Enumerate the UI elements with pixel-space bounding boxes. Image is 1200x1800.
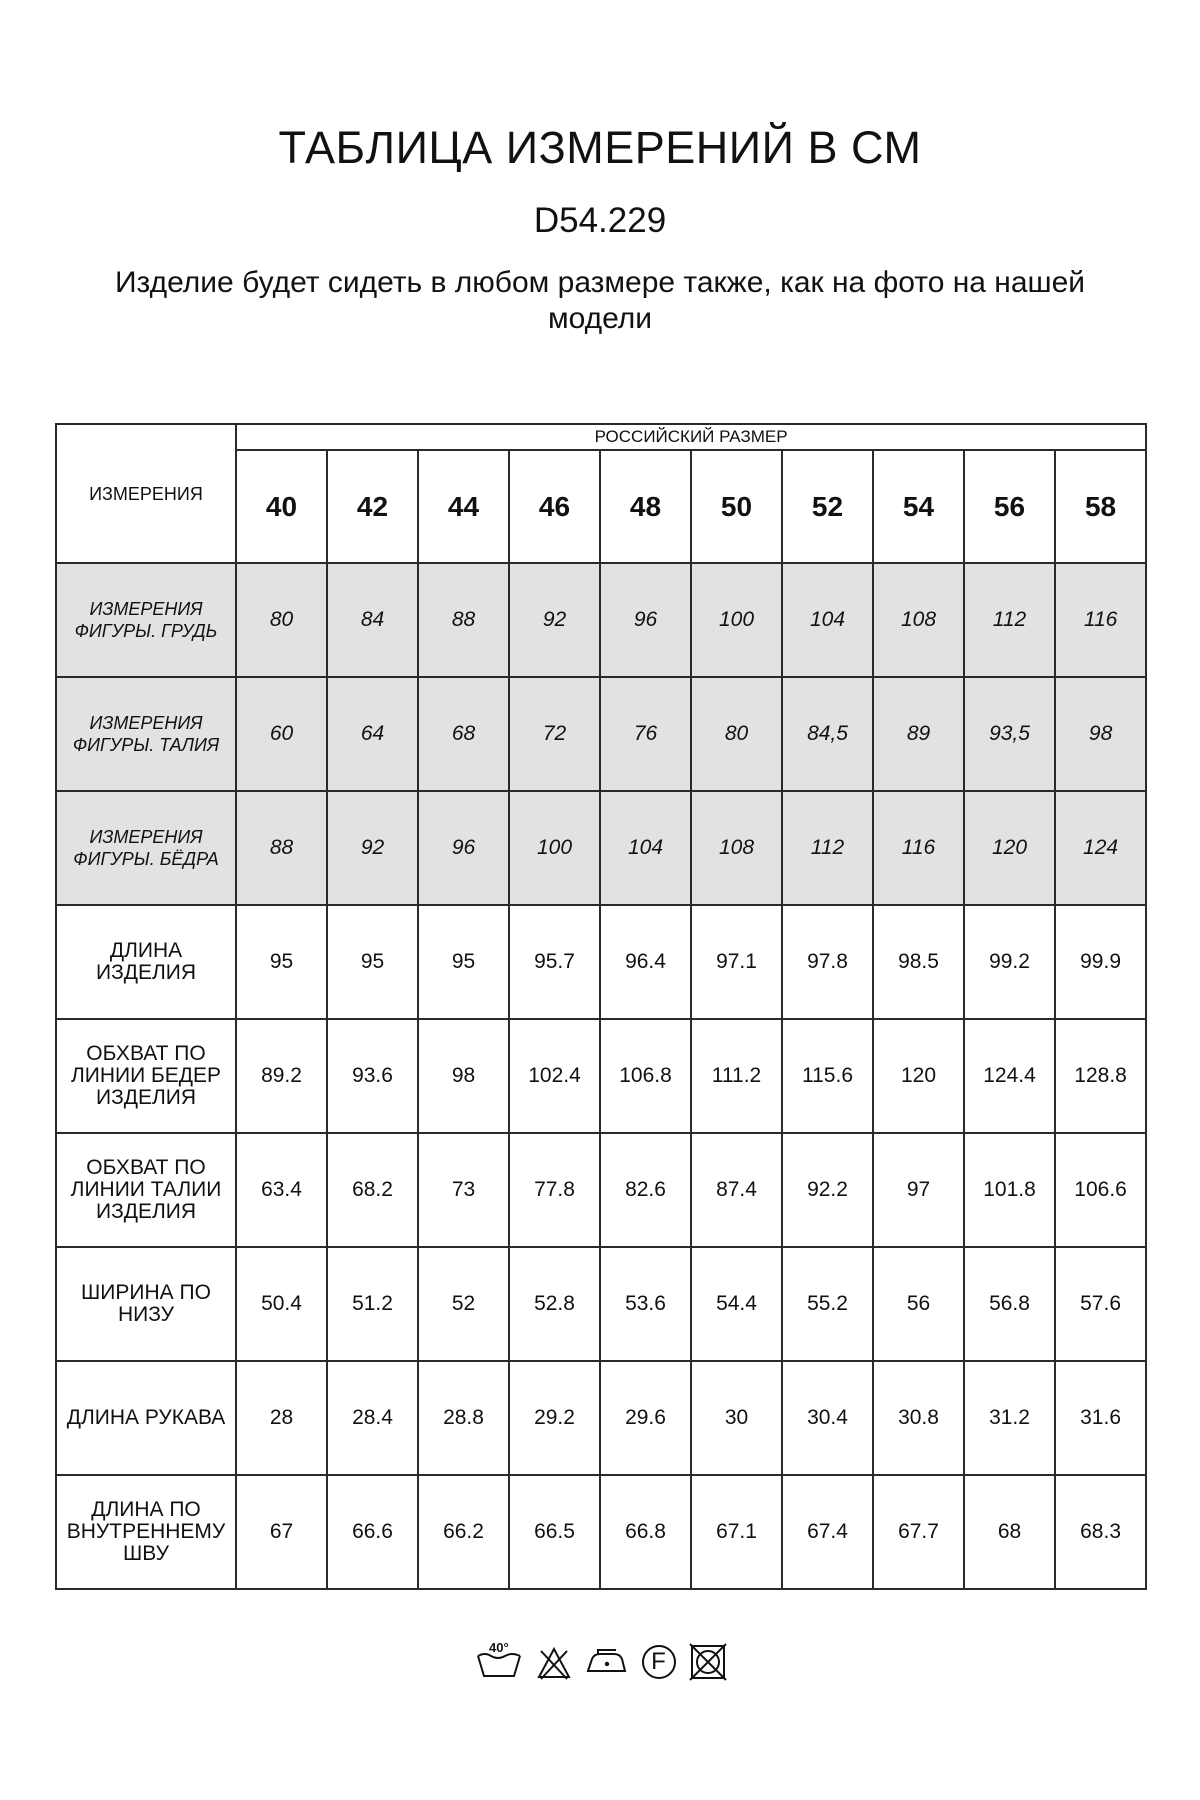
value-cell: 95 [418, 905, 509, 1019]
size-header-52: 52 [782, 450, 873, 563]
wash-40-icon [475, 1642, 523, 1682]
row-label: ШИРИНА ПО НИЗУ [56, 1247, 236, 1361]
size-header-54: 54 [873, 450, 964, 563]
value-cell: 128.8 [1055, 1019, 1146, 1133]
value-cell: 52.8 [509, 1247, 600, 1361]
value-cell: 102.4 [509, 1019, 600, 1133]
value-cell: 63.4 [236, 1133, 327, 1247]
value-cell: 67 [236, 1475, 327, 1589]
value-cell: 68 [418, 677, 509, 791]
size-header-50: 50 [691, 450, 782, 563]
value-cell: 112 [782, 791, 873, 905]
table-row [56, 677, 1146, 791]
value-cell: 101.8 [964, 1133, 1055, 1247]
row-label: ДЛИНА ИЗДЕЛИЯ [56, 905, 236, 1019]
value-cell: 104 [782, 563, 873, 677]
value-cell: 66.8 [600, 1475, 691, 1589]
value-cell: 97.1 [691, 905, 782, 1019]
value-cell: 111.2 [691, 1019, 782, 1133]
value-cell: 99.2 [964, 905, 1055, 1019]
value-cell: 95 [327, 905, 418, 1019]
size-header-48: 48 [600, 450, 691, 563]
value-cell: 29.6 [600, 1361, 691, 1475]
value-cell: 55.2 [782, 1247, 873, 1361]
value-cell: 104 [600, 791, 691, 905]
value-cell: 82.6 [600, 1133, 691, 1247]
value-cell: 76 [600, 677, 691, 791]
corner-label: ИЗМЕРЕНИЯ [56, 424, 236, 563]
value-cell: 66.2 [418, 1475, 509, 1589]
value-cell: 120 [964, 791, 1055, 905]
value-cell: 95.7 [509, 905, 600, 1019]
care-symbols [475, 1638, 727, 1686]
table-body [56, 563, 1146, 1589]
value-cell: 68.2 [327, 1133, 418, 1247]
table-row [56, 563, 1146, 677]
value-cell: 92 [509, 563, 600, 677]
table-row [56, 1133, 1146, 1247]
value-cell: 67.1 [691, 1475, 782, 1589]
value-cell: 112 [964, 563, 1055, 677]
table-row [56, 1247, 1146, 1361]
value-cell: 68.3 [1055, 1475, 1146, 1589]
value-cell: 60 [236, 677, 327, 791]
iron-low-icon [584, 1647, 628, 1677]
row-label: ОБХВАТ ПО ЛИНИИ БЕДЕР ИЗДЕЛИЯ [56, 1019, 236, 1133]
value-cell: 56.8 [964, 1247, 1055, 1361]
value-cell: 87.4 [691, 1133, 782, 1247]
value-cell: 96.4 [600, 905, 691, 1019]
value-cell: 31.2 [964, 1361, 1055, 1475]
value-cell: 28 [236, 1361, 327, 1475]
value-cell: 106.8 [600, 1019, 691, 1133]
table-row [56, 905, 1146, 1019]
value-cell: 96 [418, 791, 509, 905]
table-row [56, 1475, 1146, 1589]
value-cell: 99.9 [1055, 905, 1146, 1019]
value-cell: 53.6 [600, 1247, 691, 1361]
value-cell: 106.6 [1055, 1133, 1146, 1247]
page-title: ТАБЛИЦА ИЗМЕРЕНИЙ В СМ [278, 122, 922, 173]
value-cell: 80 [236, 563, 327, 677]
value-cell: 67.4 [782, 1475, 873, 1589]
value-cell: 93,5 [964, 677, 1055, 791]
value-cell: 108 [873, 563, 964, 677]
fit-note: Изделие будет сидеть в любом размере также, как на фото на нашей модели [114, 266, 1086, 335]
dry-clean-f-icon [641, 1644, 677, 1680]
value-cell: 30 [691, 1361, 782, 1475]
value-cell: 28.4 [327, 1361, 418, 1475]
value-cell: 52 [418, 1247, 509, 1361]
value-cell: 124 [1055, 791, 1146, 905]
row-label: ИЗМЕРЕНИЯ ФИГУРЫ. ТАЛИЯ [56, 677, 236, 791]
size-header-42: 42 [327, 450, 418, 563]
value-cell: 88 [418, 563, 509, 677]
value-cell: 116 [1055, 563, 1146, 677]
size-table [55, 423, 1147, 1590]
row-label: ДЛИНА ПО ВНУТРЕННЕМУ ШВУ [56, 1475, 236, 1589]
value-cell: 124.4 [964, 1019, 1055, 1133]
value-cell: 30.4 [782, 1361, 873, 1475]
value-cell: 97 [873, 1133, 964, 1247]
value-cell: 89 [873, 677, 964, 791]
value-cell: 73 [418, 1133, 509, 1247]
table-row [56, 1361, 1146, 1475]
value-cell: 108 [691, 791, 782, 905]
value-cell: 66.5 [509, 1475, 600, 1589]
row-label: ИЗМЕРЕНИЯ ФИГУРЫ. БЁДРА [56, 791, 236, 905]
value-cell: 29.2 [509, 1361, 600, 1475]
value-cell: 84,5 [782, 677, 873, 791]
value-cell: 30.8 [873, 1361, 964, 1475]
table-row [56, 1019, 1146, 1133]
value-cell: 92 [327, 791, 418, 905]
size-header-58: 58 [1055, 450, 1146, 563]
value-cell: 51.2 [327, 1247, 418, 1361]
row-label: ИЗМЕРЕНИЯ ФИГУРЫ. ГРУДЬ [56, 563, 236, 677]
no-bleach-icon [536, 1643, 572, 1681]
table-row [56, 791, 1146, 905]
row-label: ДЛИНА РУКАВА [56, 1361, 236, 1475]
value-cell: 93.6 [327, 1019, 418, 1133]
value-cell: 95 [236, 905, 327, 1019]
value-cell: 67.7 [873, 1475, 964, 1589]
wash-temp-label: 40° [489, 1640, 509, 1655]
value-cell: 68 [964, 1475, 1055, 1589]
value-cell: 31.6 [1055, 1361, 1146, 1475]
value-cell: 92.2 [782, 1133, 873, 1247]
value-cell: 98 [1055, 677, 1146, 791]
value-cell: 89.2 [236, 1019, 327, 1133]
value-cell: 50.4 [236, 1247, 327, 1361]
value-cell: 120 [873, 1019, 964, 1133]
row-label: ОБХВАТ ПО ЛИНИИ ТАЛИИ ИЗДЕЛИЯ [56, 1133, 236, 1247]
value-cell: 57.6 [1055, 1247, 1146, 1361]
value-cell: 116 [873, 791, 964, 905]
value-cell: 84 [327, 563, 418, 677]
size-header-56: 56 [964, 450, 1055, 563]
size-header-46: 46 [509, 450, 600, 563]
dry-clean-letter: F [651, 1648, 666, 1675]
value-cell: 98.5 [873, 905, 964, 1019]
value-cell: 97.8 [782, 905, 873, 1019]
no-tumble-dry-icon [689, 1643, 727, 1681]
value-cell: 64 [327, 677, 418, 791]
value-cell: 115.6 [782, 1019, 873, 1133]
value-cell: 28.8 [418, 1361, 509, 1475]
product-code: D54.229 [533, 201, 667, 240]
value-cell: 54.4 [691, 1247, 782, 1361]
value-cell: 96 [600, 563, 691, 677]
size-header-44: 44 [418, 450, 509, 563]
value-cell: 77.8 [509, 1133, 600, 1247]
value-cell: 88 [236, 791, 327, 905]
value-cell: 80 [691, 677, 782, 791]
value-cell: 66.6 [327, 1475, 418, 1589]
value-cell: 100 [509, 791, 600, 905]
size-header-40: 40 [236, 450, 327, 563]
value-cell: 98 [418, 1019, 509, 1133]
value-cell: 100 [691, 563, 782, 677]
value-cell: 56 [873, 1247, 964, 1361]
value-cell: 72 [509, 677, 600, 791]
russian-size-header: РОССИЙСКИЙ РАЗМЕР [236, 424, 1146, 450]
